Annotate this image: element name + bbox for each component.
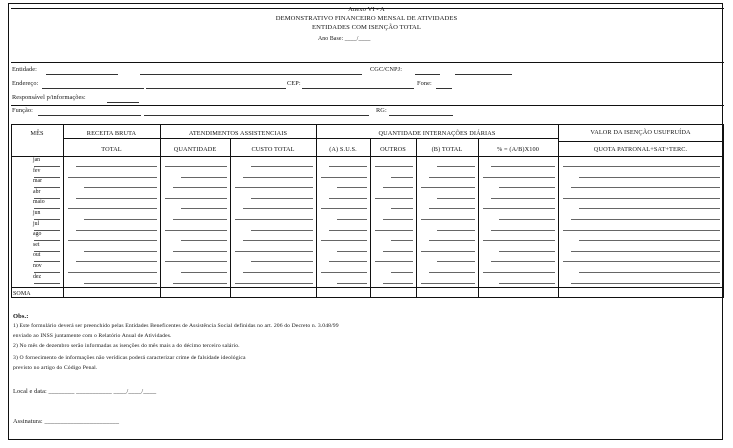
form-title: DEMONSTRATIVO FINANCEIRO MENSAL DE ATIVIDADES (275, 15, 458, 22)
note-1a: 1) Este formulário deverá ser preenchido pelas Entidades Beneficentes de Assistência Social definidas no art. 206 do Decreto n. 3.048/99 (13, 323, 339, 329)
rg-label: RG: (376, 107, 387, 114)
table-cell-entry[interactable] (491, 261, 555, 262)
form-subtitle: ENTIDADES COM ISENÇÃO TOTAL (311, 24, 422, 31)
cep-label: CEP: (287, 80, 301, 87)
note-2: 2) No mês de dezembro serão informadas as isenções do mês mais a do décimo terceiro salário. (13, 343, 240, 349)
table-cell-entry[interactable] (76, 198, 157, 199)
table-cell-entry[interactable] (337, 187, 367, 188)
table-cell-entry[interactable] (165, 198, 227, 199)
table-cell-entry[interactable] (483, 177, 555, 178)
table-cell-entry[interactable] (251, 166, 313, 167)
table-cell-entry[interactable] (251, 230, 313, 231)
table-cell-entry[interactable] (391, 240, 413, 241)
month-rule (34, 283, 60, 284)
role-top-rule (11, 105, 724, 106)
table-cell-entry[interactable] (165, 166, 227, 167)
col-month-header: MÊS (30, 130, 44, 137)
table-cell-entry[interactable] (84, 187, 157, 188)
table-cell-entry[interactable] (579, 240, 720, 241)
table-cell-entry[interactable] (76, 230, 157, 231)
table-cell-entry[interactable] (329, 198, 367, 199)
table-cell-entry[interactable] (337, 219, 367, 220)
table-cell-entry[interactable] (329, 230, 367, 231)
col-divider-3 (230, 138, 231, 298)
col-exemption-header: VALOR DA ISENÇÃO USUFRUÍDA (590, 129, 691, 136)
cgc-label: CGC/CNPJ: (370, 66, 403, 73)
table-cell-entry[interactable] (383, 283, 413, 284)
sum-label: SOMA (13, 291, 31, 297)
table-cell-entry[interactable] (337, 251, 367, 252)
rg-field[interactable] (389, 115, 453, 116)
table-cell-entry[interactable] (173, 187, 227, 188)
phone-field[interactable] (436, 88, 452, 89)
table-cell-entry[interactable] (329, 261, 367, 262)
table-cell-entry[interactable] (84, 251, 157, 252)
month-label-maio: maio (33, 199, 45, 206)
table-cell-entry[interactable] (181, 177, 227, 178)
table-cell-entry[interactable] (321, 177, 367, 178)
table-cell-entry[interactable] (437, 166, 475, 167)
entity-top-rule (11, 62, 724, 63)
col-divider-7 (478, 138, 479, 298)
table-cell-entry[interactable] (235, 187, 313, 188)
table-cell-entry[interactable] (375, 261, 413, 262)
table-cell-entry[interactable] (68, 240, 157, 241)
table-cell-entry[interactable] (321, 208, 367, 209)
table-cell-entry[interactable] (579, 177, 720, 178)
table-cell-entry[interactable] (243, 208, 313, 209)
note-3b: previsto no artigo do Código Penal. (13, 365, 98, 371)
table-cell-entry[interactable] (579, 272, 720, 273)
note-1b: enviado ao INSS juntamente com o Relatório Anual de Atividades. (13, 333, 172, 339)
table-cell-entry[interactable] (499, 187, 555, 188)
table-cell-entry[interactable] (421, 251, 475, 252)
responsible-field[interactable] (107, 102, 139, 103)
exemption-mid-rule (559, 141, 723, 142)
table-cell-entry[interactable] (483, 272, 555, 273)
place-date-field[interactable]: Local e data: ________ ___________ ____/____/____ (13, 388, 157, 395)
annex-label: Anexo VI - A (348, 6, 385, 13)
table-cell-entry[interactable] (181, 208, 227, 209)
table-cell-entry[interactable] (429, 272, 475, 273)
base-year-field[interactable]: Ano Base: ____/____ (318, 36, 371, 42)
table-cell-entry[interactable] (235, 251, 313, 252)
table-cell-entry[interactable] (243, 177, 313, 178)
table-cell-entry[interactable] (491, 166, 555, 167)
table-cell-entry[interactable] (235, 219, 313, 220)
table-cell-entry[interactable] (391, 272, 413, 273)
table-cell-entry[interactable] (429, 177, 475, 178)
table-cell-entry[interactable] (429, 208, 475, 209)
table-cell-entry[interactable] (437, 230, 475, 231)
role-field-a[interactable] (38, 115, 141, 116)
table-cell-entry[interactable] (84, 283, 157, 284)
header-mid-rule (63, 138, 558, 139)
col-care-qty: QUANTIDADE (173, 146, 217, 153)
table-cell-entry[interactable] (383, 219, 413, 220)
cgc-field-a[interactable] (415, 74, 440, 75)
table-cell-entry[interactable] (391, 208, 413, 209)
table-cell-entry[interactable] (491, 230, 555, 231)
col-care-cost: CUSTO TOTAL (251, 146, 295, 153)
table-cell-entry[interactable] (579, 208, 720, 209)
table-cell-entry[interactable] (563, 261, 720, 262)
table-cell-entry[interactable] (68, 272, 157, 273)
table-cell-entry[interactable] (181, 240, 227, 241)
table-cell-entry[interactable] (421, 219, 475, 220)
month-label-jul: jul (33, 220, 40, 227)
table-cell-entry[interactable] (483, 240, 555, 241)
table-cell-entry[interactable] (571, 187, 720, 188)
table-cell-entry[interactable] (499, 219, 555, 220)
table-cell-entry[interactable] (165, 261, 227, 262)
table-cell-entry[interactable] (235, 283, 313, 284)
month-label-dez: dez (33, 273, 42, 280)
table-cell-entry[interactable] (76, 261, 157, 262)
responsible-label: Responsável p/informações: (12, 94, 86, 101)
col-gross-sub: TOTAL (101, 146, 122, 153)
month-label-abr: abr (33, 188, 41, 195)
table-cell-entry[interactable] (251, 198, 313, 199)
col-care-header: ATENDIMENTOS ASSISTENCIAIS (188, 130, 288, 137)
table-cell-entry[interactable] (76, 166, 157, 167)
col-divider-5 (370, 138, 371, 298)
entity-field-b[interactable] (140, 74, 362, 75)
table-cell-entry[interactable] (563, 166, 720, 167)
month-label-nov: nov (33, 263, 42, 269)
cgc-field-b[interactable] (455, 74, 512, 75)
col-daily-others: OUTROS (380, 146, 406, 153)
table-cell-entry[interactable] (499, 283, 555, 284)
entity-label: Entidade: (12, 66, 38, 73)
table-cell-entry[interactable] (499, 251, 555, 252)
month-label-fev: fev (33, 167, 41, 174)
col-daily-total: (B) TOTAL (431, 146, 463, 153)
table-cell-entry[interactable] (483, 208, 555, 209)
notes-title: Obs.: (13, 313, 29, 320)
table-cell-entry[interactable] (321, 272, 367, 273)
entity-field-a[interactable] (46, 74, 118, 75)
table-cell-entry[interactable] (571, 219, 720, 220)
month-label-set: set (33, 241, 40, 248)
col-daily-sus: (A) S.U.S. (329, 146, 357, 153)
table-cell-entry[interactable] (491, 198, 555, 199)
table-cell-entry[interactable] (383, 251, 413, 252)
table-cell-entry[interactable] (165, 230, 227, 231)
table-cell-entry[interactable] (437, 198, 475, 199)
table-cell-entry[interactable] (391, 177, 413, 178)
table-cell-entry[interactable] (375, 230, 413, 231)
table-cell-entry[interactable] (68, 208, 157, 209)
month-label-jan: jan (33, 157, 41, 163)
table-cell-entry[interactable] (173, 219, 227, 220)
address-field-a[interactable] (42, 88, 144, 89)
month-label-jun: jun (33, 210, 41, 216)
table-cell-entry[interactable] (243, 240, 313, 241)
table-cell-entry[interactable] (84, 219, 157, 220)
table-cell-entry[interactable] (571, 283, 720, 284)
table-cell-entry[interactable] (375, 198, 413, 199)
table-cell-entry[interactable] (68, 177, 157, 178)
col-divider-6 (416, 138, 417, 298)
address-label: Endereço: (12, 80, 39, 87)
table-cell-entry[interactable] (329, 166, 367, 167)
table-cell-entry[interactable] (571, 251, 720, 252)
table-cell-entry[interactable] (243, 272, 313, 273)
sum-top-rule (11, 287, 724, 288)
header-bottom-rule (11, 156, 724, 157)
table-cell-entry[interactable] (437, 261, 475, 262)
table-cell-entry[interactable] (181, 272, 227, 273)
col-daily-pct: % = (A/B)X100 (497, 146, 539, 153)
table-cell-entry[interactable] (421, 187, 475, 188)
table-cell-entry[interactable] (173, 283, 227, 284)
table-cell-entry[interactable] (321, 240, 367, 241)
col-daily-header: QUANTIDADE INTERNAÇÕES DIÁRIAS (378, 130, 496, 137)
table-cell-entry[interactable] (337, 283, 367, 284)
col-gross-header: RECEITA BRUTA (86, 130, 137, 137)
table-cell-entry[interactable] (421, 283, 475, 284)
table-cell-entry[interactable] (173, 251, 227, 252)
table-cell-entry[interactable] (563, 198, 720, 199)
col-exemption-sub: QUOTA PATRONAL+SAT+TERC. (593, 146, 688, 153)
role-label: Função: (12, 107, 33, 114)
table-cell-entry[interactable] (383, 187, 413, 188)
role-field-b[interactable] (144, 115, 369, 116)
address-field-b[interactable] (146, 88, 286, 89)
month-label-ago: ago (33, 231, 42, 238)
note-3a: 3) O fornecimento de informações não verídicas poderá caracterizar crime de falsidade ideológica (13, 355, 246, 361)
table-cell-entry[interactable] (429, 240, 475, 241)
month-label-mar: mar (33, 178, 43, 185)
month-label-out: out (33, 252, 41, 259)
signature-field[interactable]: Assinatura: _______________________ (13, 418, 120, 425)
table-cell-entry[interactable] (251, 261, 313, 262)
table-cell-entry[interactable] (563, 230, 720, 231)
table-cell-entry[interactable] (375, 166, 413, 167)
cep-field[interactable] (302, 88, 414, 89)
phone-label: Fone: (417, 80, 432, 87)
